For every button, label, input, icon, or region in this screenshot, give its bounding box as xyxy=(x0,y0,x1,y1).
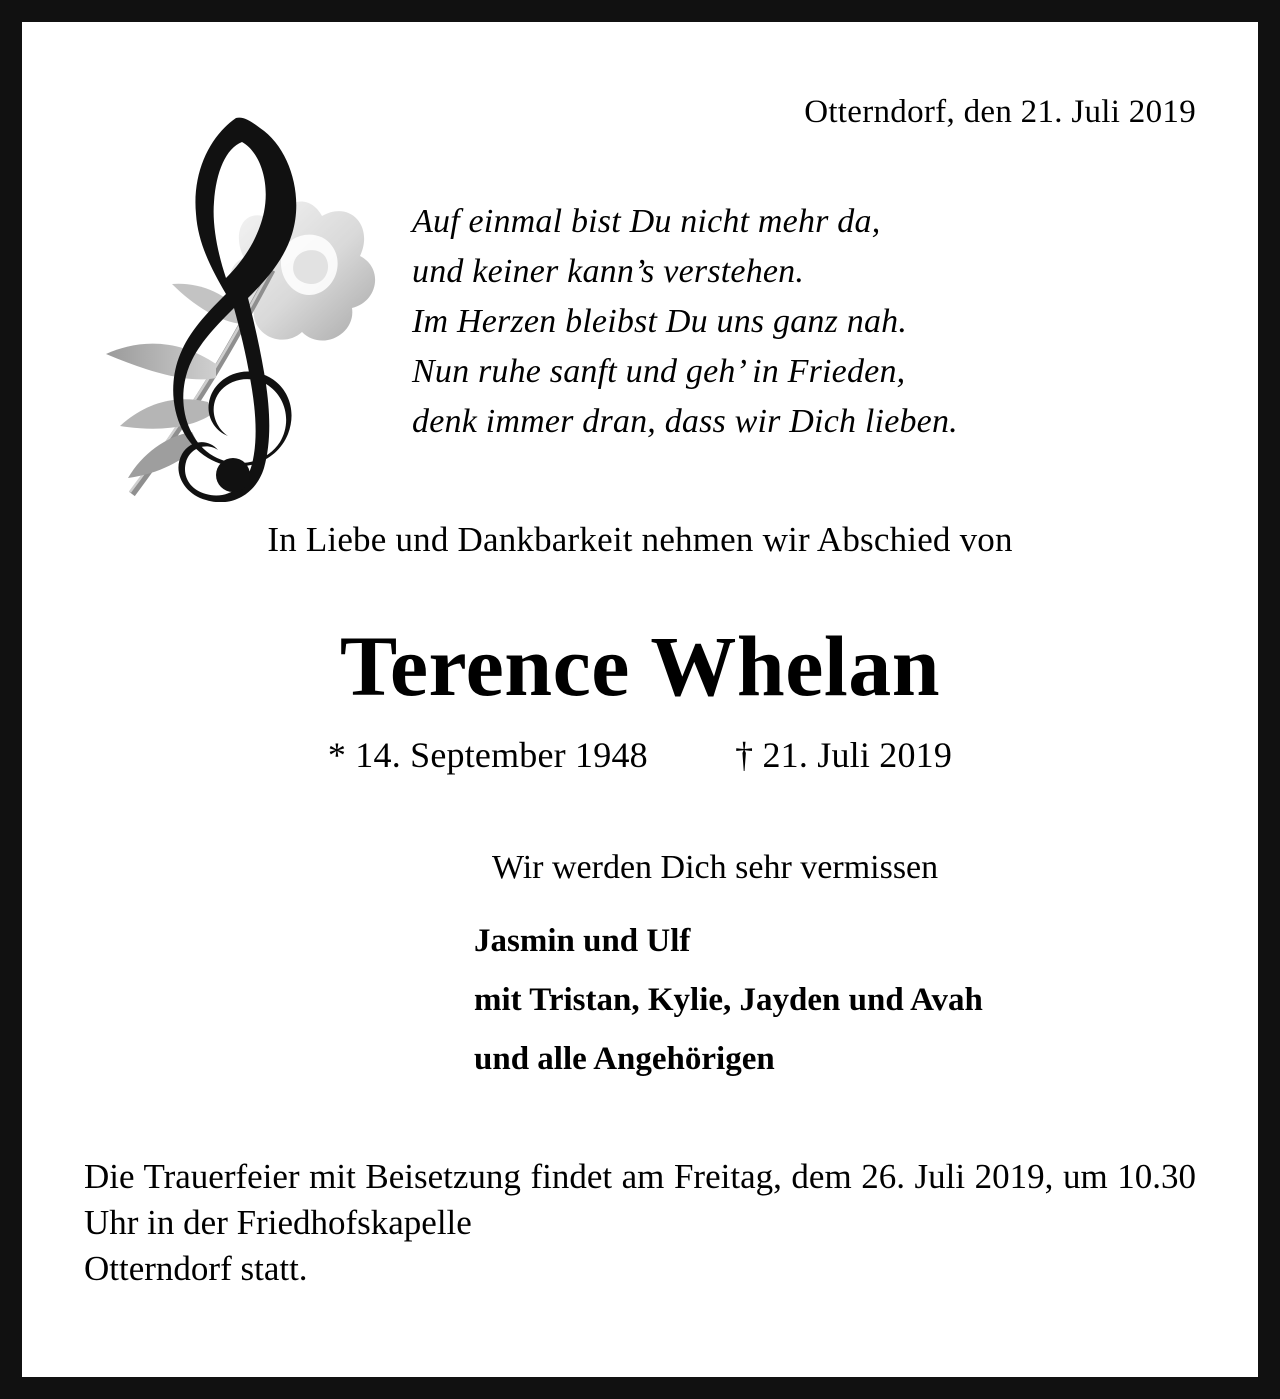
family-line-3: und alle Angehörigen xyxy=(474,1040,775,1077)
verse-line-4: Nun ruhe sanft und geh’ in Frieden, xyxy=(412,352,906,390)
memorial-verse xyxy=(412,197,1232,447)
verse-line-2: und keiner kann’s verstehen. xyxy=(412,252,805,290)
death-date: † 21. Juli 2019 xyxy=(735,735,953,775)
family-line-2: mit Tristan, Kylie, Jayden und Avah xyxy=(474,981,983,1018)
farewell-intro: In Liebe und Dankbarkeit nehmen wir Abschied von xyxy=(267,520,1013,559)
treble-clef-and-rose-icon xyxy=(40,102,400,502)
place-date-line: Otterndorf, den 21. Juli 2019 xyxy=(804,94,1196,130)
deceased-name: Terence Whelan xyxy=(339,618,941,714)
verse-line-5: denk immer dran, dass wir Dich lieben. xyxy=(412,402,958,440)
service-details xyxy=(84,1154,1196,1293)
service-details-last-line: Otterndorf statt. xyxy=(84,1249,308,1289)
life-dates xyxy=(22,734,1258,776)
mourners-block xyxy=(474,848,1254,1102)
verse-line-1: Auf einmal bist Du nicht mehr da, xyxy=(412,203,881,240)
birth-date: * 14. September 1948 xyxy=(327,735,648,775)
service-details-text: Die Trauerfeier mit Beisetzung findet am Freitag, dem 26. Juli 2019, um 10.30 Uhr in der Friedhofskapelle xyxy=(84,1157,1196,1243)
missing-line: Wir werden Dich sehr vermissen xyxy=(492,849,939,886)
family-line-1: Jasmin und Ulf xyxy=(474,922,691,959)
verse-line-3: Im Herzen bleibst Du uns ganz nah. xyxy=(412,302,908,340)
